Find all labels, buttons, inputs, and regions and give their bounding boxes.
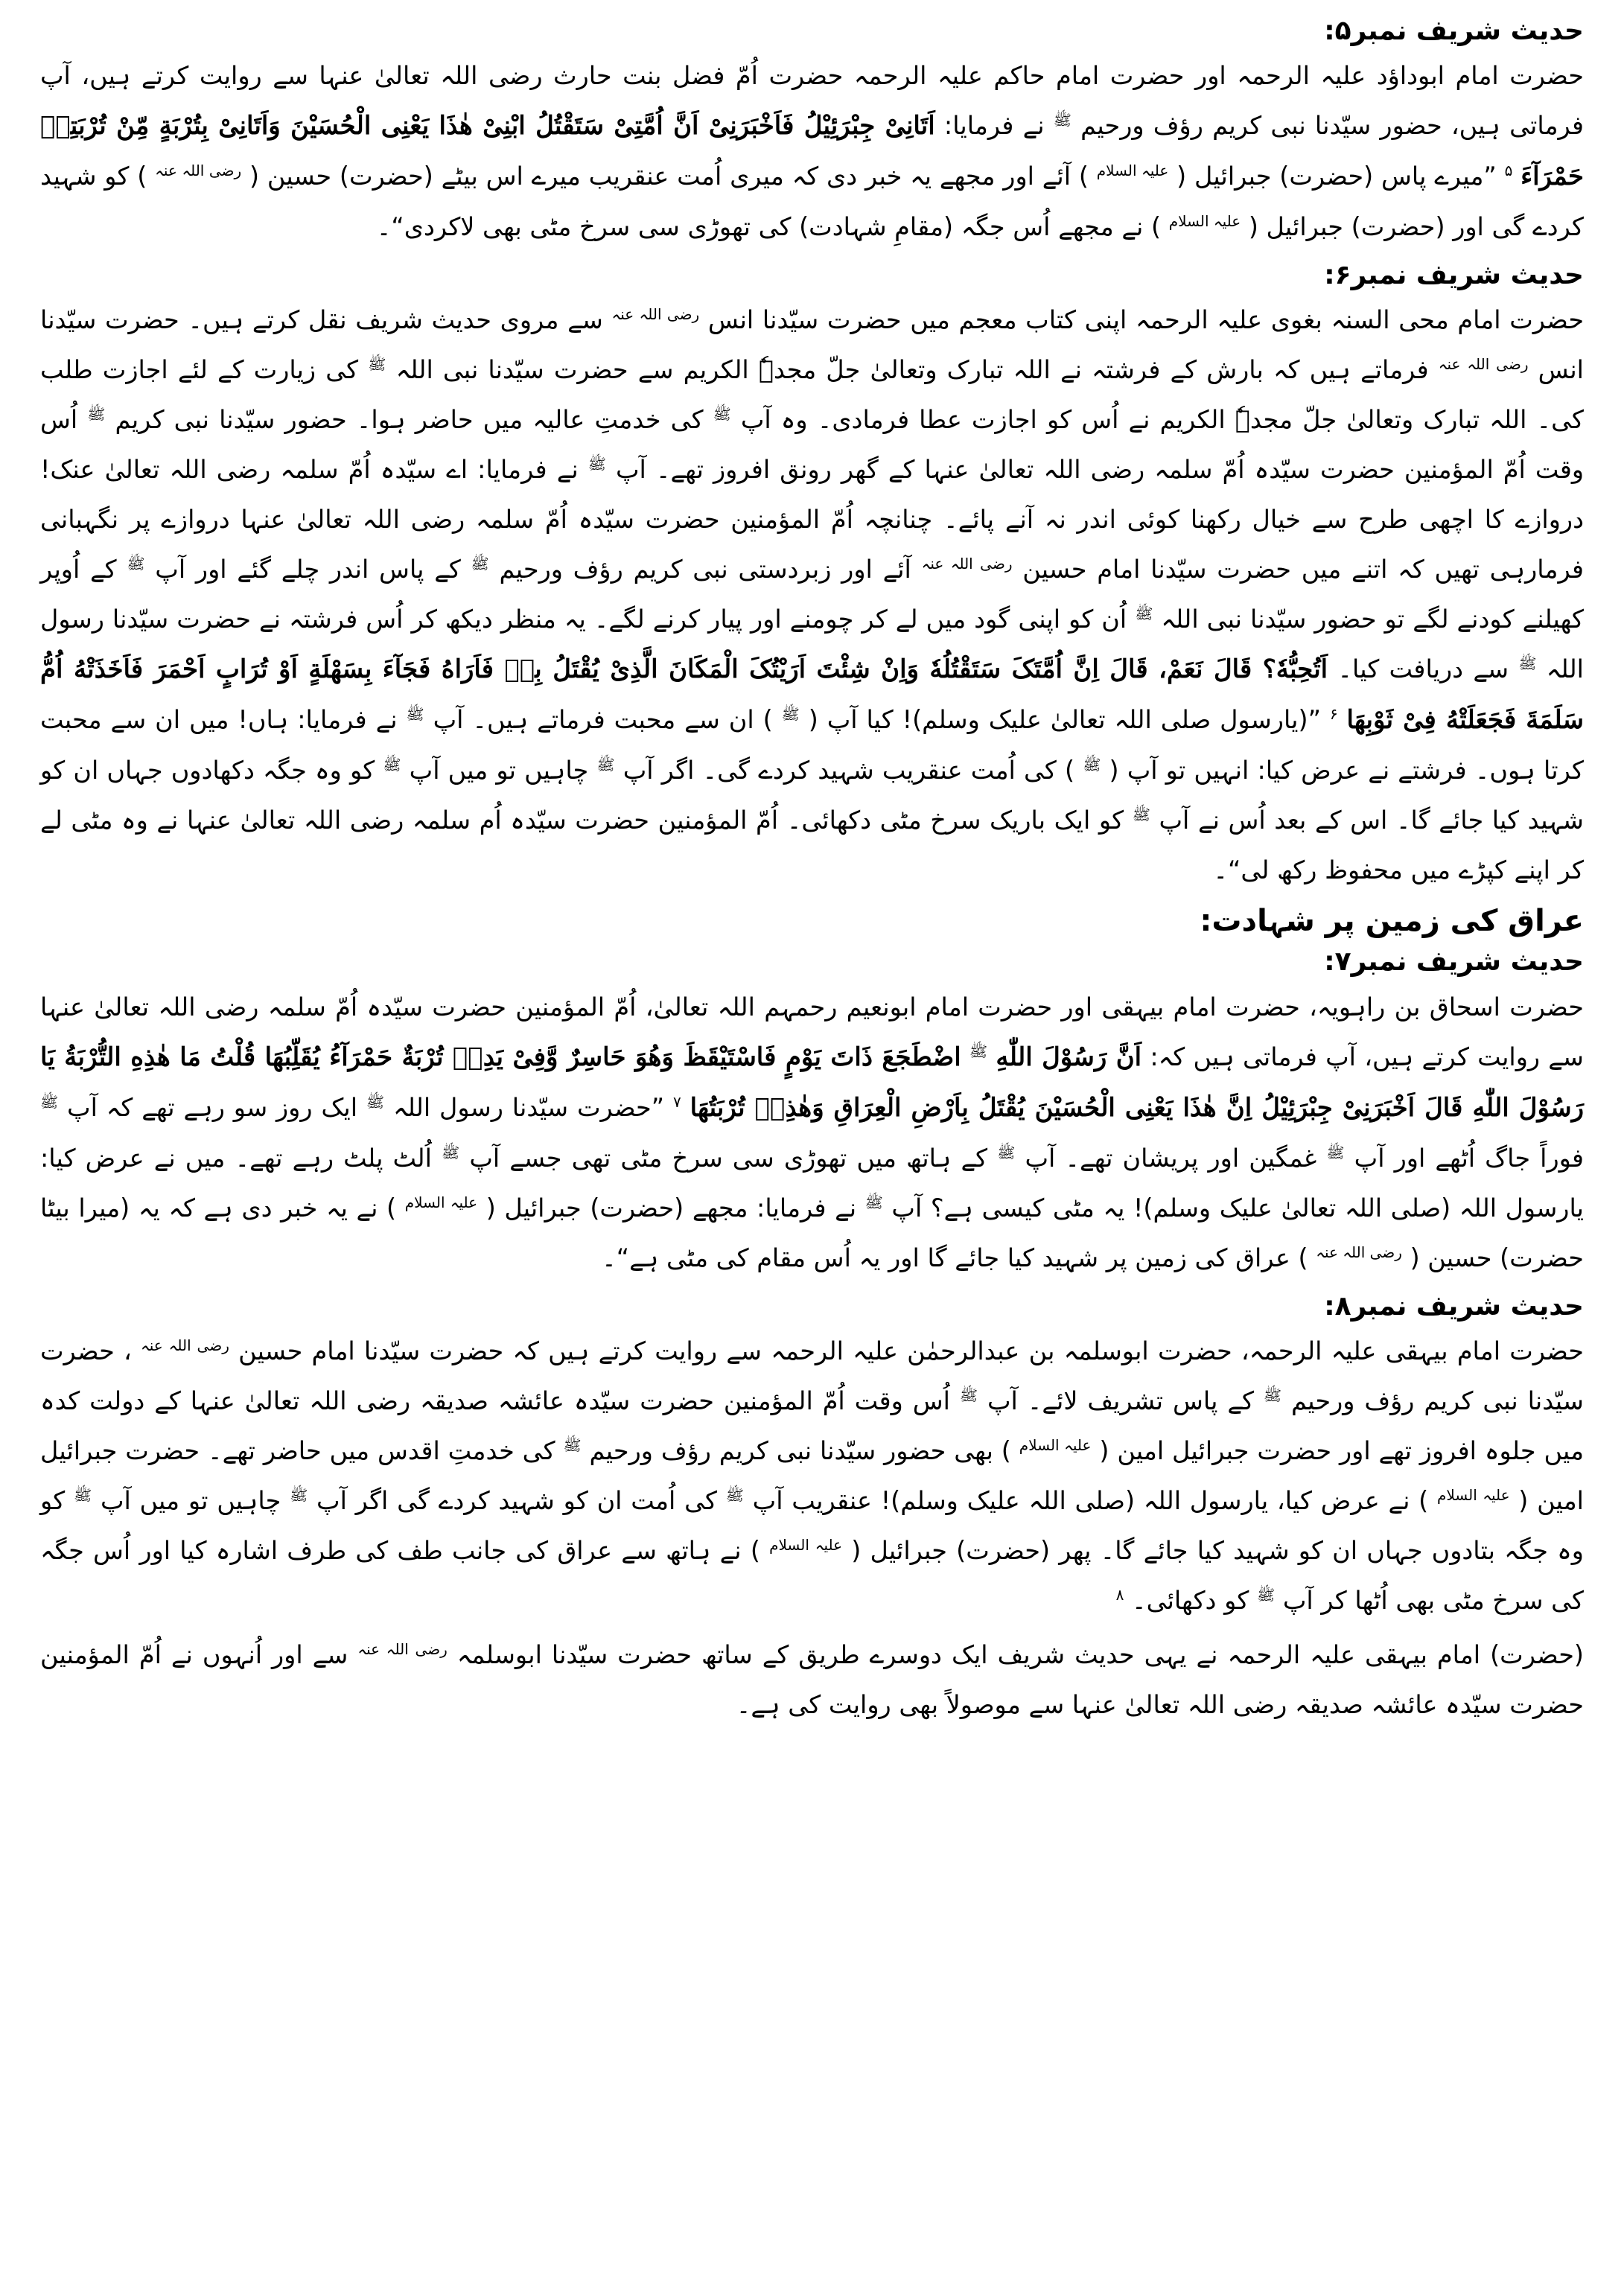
hadith-8-section [40,1287,1584,1730]
text-segment: اُس وقت اُمّ المؤمنین حضرت سیّدہ عائشہ صدیقہ رضی اللہ تعالیٰ عنہا کے دولت کدہ میں جلوہ افروز تھے اور حضرت جبرائیل امین ( [40,1386,1585,1465]
hadith-6-text [40,295,1584,895]
salawat-honorific: ﷺ [40,1092,59,1111]
salawat-honorific: ﷺ [368,355,386,374]
footnote-ref: ۵ [1504,162,1513,180]
salawat-honorific: ﷺ [1083,756,1101,774]
radiallahu-honorific: رضی اللہ عنہ [921,555,1013,573]
hadith-7-heading: حدیث شریف نمبر۷: [1324,946,1584,978]
alaihissalam-honorific: علیہ السلام [1019,1435,1092,1454]
radiallahu-honorific: رضی اللہ عنہ [357,1639,448,1658]
text-segment: حضرت امام ابوداؤد علیہ الرحمہ اور حضرت امام حاکم علیہ الرحمہ حضرت اُمّ فضل بنت حارث رضی اللہ تعالیٰ عنہا سے روایت کرتے ہیں، آپ فرماتی ہیں، حضور سیّدنا نبی کریم رؤف ورحیم [40,61,1585,141]
text-segment: ) کو شہید کردے گی اور (حضرت) جبرائیل ( [40,162,1584,242]
text-segment: آئے اور زبردستی نبی کریم رؤف ورحیم [499,555,911,584]
salawat-honorific: ﷺ [471,555,489,573]
salawat-honorific: ﷺ [127,555,145,573]
text-segment: کو وہ جگہ بتادوں جہاں ان کو شہید کیا جائے گا۔ پھر (حضرت) جبرائیل ( [40,1485,1584,1565]
salawat-honorific: ﷺ [1263,1386,1282,1404]
salawat-honorific: ﷺ [1326,1143,1345,1161]
text-segment: اُس وقت اُمّ المؤمنین حضرت سیّدہ اُمّ سلمہ رضی اللہ تعالیٰ عنہا کے گھر رونق افروز تھے۔ آپ [40,405,1585,485]
salawat-honorific: ﷺ [563,1435,582,1454]
salawat-honorific: ﷺ [864,1193,883,1211]
text-segment: چاہیں تو میں آپ [100,1485,281,1515]
text-segment: چاہیں تو میں آپ [409,756,589,785]
footnote-ref: ۶ [1329,705,1338,724]
text-segment: سے مروی حدیث شریف نقل کرتے ہیں۔ حضرت سیّدنا انس [40,305,1584,385]
text-segment: (حضرت) امام بیہقی علیہ الرحمہ نے یہی حدیث شریف ایک دوسرے طریق کے ساتھ حضرت سیّدنا ابوسلمہ [456,1639,1585,1669]
text-segment: ”حضرت سیّدنا رسول اللہ [392,1092,665,1122]
hadith-8-note [40,1630,1584,1730]
text-segment: حضرت امام بیہقی علیہ الرحمہ، حضرت ابوسلمہ بن عبدالرحمٰن علیہ الرحمہ سے روایت کرتے ہیں کہ حضرت سیّدنا امام حسین [238,1336,1585,1365]
radiallahu-honorific: رضی اللہ عنہ [155,162,242,180]
text-segment: غمگین اور پریشان تھے۔ آپ [1025,1143,1317,1173]
text-segment: ”میرے پاس (حضرت) جبرائیل ( [1176,162,1497,191]
salawat-honorific: ﷺ [442,1143,460,1161]
arabic-quote: اَتَانِیْ جِبْرَئِیْلُ فَاَخْبَرَنِیْ اَنَّ اُمَّتِیْ سَتَقْتُلُ ابْنِیْ هٰذَا یَعْنِی الْحُسَیْنَ وَاَتَانِیْ بِتُرْبَةٍ مِّنْ تُرْبَتِهٖ حَمْرَآءَ [40,111,1584,192]
salawat-honorific: ﷺ [1135,605,1153,623]
text-segment: نے فرمایا: ہاں! میں ان سے محبت کرتا ہوں۔ فرشتے نے عرض کیا: انہیں تو آپ ( [40,705,1585,785]
text-segment: کی زیارت کے لئے اجازت طلب کی۔ اللہ تبارک وتعالیٰ جلّ مجدہٗ الکریم نے اُس کو اجازت عطا فرمادی۔ وہ آپ [40,355,1584,435]
text-segment: کی اُمت ان کو شہید کردے گی اگر آپ [316,1485,717,1515]
text-segment: کے پاس اندر چلے گئے اور آپ [155,555,461,584]
text-segment: فرماتے ہیں کہ بارش کے فرشتہ نے اللہ تبارک وتعالیٰ جلّ مجدہٗ الکریم سے حضرت سیّدنا نبی اللہ [395,355,1429,385]
salawat-honorific: ﷺ [1257,1585,1276,1604]
hadith-6-section [40,256,1584,895]
text-segment: ) نے مجھے اُس جگہ (مقامِ شہادت) کی تھوڑی سی سرخ مٹی بھی لاکردی“۔ [376,212,1162,242]
salawat-honorific: ﷺ [87,405,106,424]
text-segment: نے فرمایا: مجھے (حضرت) جبرائیل ( [485,1193,857,1223]
text-segment: اُن کو اپنی گود میں لے کر چومنے اور پیار کرنے لگے۔ یہ منظر دیکھ کر اُس فرشتہ نے حضرت سیّدنا رسول اللہ [40,605,1584,684]
text-segment: ”(یارسول صلی اللہ تعالیٰ علیک وسلم)! کیا آپ ( [808,705,1321,735]
text-segment: سے دریافت کیا۔ [1337,654,1509,684]
salawat-honorific: ﷺ [959,1386,978,1404]
footnote-ref: ۷ [672,1092,681,1111]
alaihissalam-honorific: علیہ السلام [769,1535,843,1554]
radiallahu-honorific: رضی اللہ عنہ [1316,1243,1402,1261]
text-segment: ، حضرت سیّدنا نبی کریم رؤف ورحیم [40,1336,1584,1415]
alaihissalam-honorific: علیہ السلام [1096,162,1169,180]
salawat-honorific: ﷺ [406,705,424,724]
hadith-6-heading: حدیث شریف نمبر۶: [1324,260,1584,291]
hadith-7-text [40,982,1584,1283]
hadith-5-text [40,51,1584,252]
salawat-honorific: ﷺ [290,1485,308,1504]
salawat-honorific: ﷺ [969,1042,988,1060]
text-segment: فوراً جاگ اُٹھے اور آپ [1354,1143,1584,1173]
text-segment: کو ایک باریک سرخ مٹی دکھائی۔ اُمّ المؤمنین حضرت سیّدہ اُم سلمہ رضی اللہ تعالیٰ عنہا نے وہ مٹی لے کر اپنے کپڑے میں محفوظ رکھ لی“۔ [40,806,1584,885]
text-segment: ) نے ہاتھ سے عراق کی جانب طف کی طرف اشارہ کیا اور اُس جگہ کی سرخ مٹی بھی اُٹھا کر آپ [40,1535,1584,1615]
hadith-5-section [40,12,1584,252]
text-segment: کے ہاتھ میں تھوڑی سی سرخ مٹی تھی جسے آپ [469,1143,988,1173]
text-segment: کے اُوپر کھیلنے کودنے لگے تو حضور سیّدنا نبی اللہ [40,555,1584,634]
alaihissalam-honorific: علیہ السلام [1168,212,1241,231]
salawat-honorific: ﷺ [1132,806,1150,824]
hadith-5-heading: حدیث شریف نمبر۵: [1324,16,1584,46]
alaihissalam-honorific: علیہ السلام [404,1193,478,1211]
text-segment: سے اور اُنہوں نے اُمّ المؤمنین حضرت سیّدہ عائشہ صدیقہ رضی اللہ تعالیٰ عنہا سے موصولاً بھی روایت کی ہے۔ [40,1639,1584,1719]
salawat-honorific: ﷺ [781,705,800,724]
text-segment: کو وہ جگہ دکھادوں جہاں ان کو شہید کیا جائے گا۔ اس کے بعد اُس نے آپ [40,756,1585,835]
text-segment: ) بھی حضور سیّدنا نبی کریم رؤف ورحیم [589,1435,1011,1465]
text-segment: ) ان سے محبت فرماتے ہیں۔ آپ [433,705,773,735]
text-segment: ) عراق کی زمین پر شہید کیا جائے گا اور یہ اُس مقام کی مٹی ہے“۔ [602,1243,1308,1272]
text-segment: کی خدمتِ عالیہ میں حاضر ہوا۔ حضور سیّدنا نبی کریم [115,405,704,435]
text-segment: نے فرمایا: اے سیّدہ اُمّ سلمہ رضی اللہ تعالیٰ عنک! دروازے کا اچھی طرح سے خیال رکھنا کوئی اندر نہ آنے پائے۔ چنانچہ اُمّ المؤمنین حضرت سیّدہ اُمّ سلمہ رضی اللہ تعالیٰ عنہا دروازے پر نگہبانی فرمارہی تھیں کہ اتنے میں حضرت سیّدنا امام حسین [40,455,1584,584]
salawat-honorific: ﷺ [587,455,606,474]
text-segment: نے فرمایا: [943,111,1045,141]
salawat-honorific: ﷺ [997,1143,1016,1161]
radiallahu-honorific: رضی اللہ عنہ [1438,355,1529,374]
hadith-7-section [40,943,1584,1282]
hadith-8-text [40,1326,1584,1625]
text-segment: ) کی اُمت عنقریب شہید کردے گی۔ اگر آپ [622,756,1075,785]
salawat-honorific: ﷺ [713,405,731,424]
arabic-quote: اَتُحِبُّهٗ؟ قَالَ نَعَمْ، قَالَ اِنَّ اُمَّتَکَ سَتَقْتُلُهٗ وَاِنْ شِئْتَ اَرَیْتُکَ الْمَکَانَ الَّذِیْ یُقْتَلُ بِهٖ فَاَرَاهُ فَجَآءَ بِسَهْلَةٍ اَوْ تُرَابٍ اَحْمَرَ فَاَخَذَتْهُ اُمُّ سَلَمَةَ فَجَعَلَتْهُ فِیْ ثَوْبِهَا [40,654,1584,736]
text-segment: حضرت امام محی السنہ بغوی علیہ الرحمہ اپنی کتاب معجم میں حضرت سیّدنا انس [707,305,1585,335]
text-segment: ایک روز سو رہے تھے کہ آپ [67,1092,358,1122]
salawat-honorific: ﷺ [366,1092,385,1111]
footnote-ref: ۸ [1115,1585,1124,1604]
salawat-honorific: ﷺ [1053,111,1071,130]
arabic-quote: اضْطَجَعَ ذَاتَ یَوْمٍ فَاسْتَیْقَظَ وَهُوَ حَاسِرٌ وَّفِیْ یَدِهٖ تُرْبَةٌ حَمْرَآءُ یُقَلِّبُهَا قُلْتُ مَا هٰذِهِ التُّرْبَةُ یَا رَسُوْلَ اللّٰهِ قَالَ اَخْبَرَنِیْ جِبْرَئِیْلُ اِنَّ هٰذَا یَعْنِی الْحُسَیْنَ یُقْتَلُ بِاَرْضِ الْعِرَاقِ وَهٰذِهٖ تُرْبَتُهَا [40,1042,1584,1123]
radiallahu-honorific: رضی اللہ عنہ [141,1336,229,1354]
arabic-quote: اَنَّ رَسُوْلَ اللّٰهِ [996,1042,1142,1072]
iraq-martyrdom-heading: عراق کی زمین پر شہادت: [1200,904,1584,939]
salawat-honorific: ﷺ [1518,654,1537,673]
text-segment: کو دکھائی۔ [1132,1585,1249,1615]
hadith-8-heading: حدیث شریف نمبر۸: [1324,1290,1584,1322]
salawat-honorific: ﷺ [74,1485,92,1504]
text-segment: ) آئے اور مجھے یہ خبر دی کہ میری اُمت عنقریب میرے اس بیٹے (حضرت) حسین ( [249,162,1089,191]
text-segment: حضرت اسحاق بن راہویہ، حضرت امام بیہقی اور حضرت امام ابونعیم رحمہم اللہ تعالیٰ، اُمّ المؤمنین حضرت سیّدہ اُمّ سلمہ رضی اللہ تعالیٰ عنہا سے روایت کرتے ہیں، آپ فرماتی ہیں کہ: [40,992,1585,1071]
text-segment: ) نے عرض کیا، یارسول اللہ (صلی اللہ علیک وسلم)! عنقریب آپ [752,1485,1429,1515]
text-segment: اُلٹ پلٹ رہے تھے۔ میں نے عرض کیا: یارسول اللہ (صلی اللہ تعالیٰ علیک وسلم)! یہ مٹی کیسی ہے؟ آپ [40,1143,1585,1223]
text-segment: کے پاس تشریف لائے۔ آپ [987,1386,1254,1415]
text-segment: کی خدمتِ اقدس میں حاضر تھے۔ حضرت جبرائیل امین ( [40,1435,1584,1515]
salawat-honorific: ﷺ [596,756,615,774]
radiallahu-honorific: رضی اللہ عنہ [611,305,700,324]
text-segment: ) نے یہ خبر دی ہے کہ یہ (میرا بیٹا حضرت) حسین ( [40,1193,1584,1272]
alaihissalam-honorific: علیہ السلام [1436,1485,1510,1504]
salawat-honorific: ﷺ [383,756,401,774]
salawat-honorific: ﷺ [725,1485,744,1504]
